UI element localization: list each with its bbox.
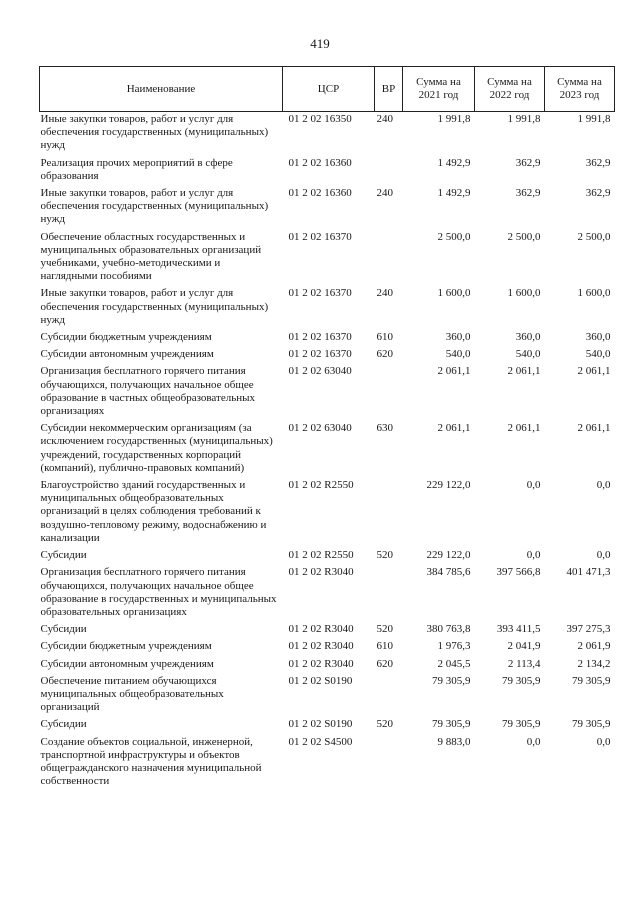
row-csr: 01 2 02 16360 [288,187,352,200]
row-sum-2023: 1 600,0 [577,287,611,300]
table-row [40,364,615,421]
row-csr: 01 2 02 R2550 [288,479,354,492]
row-sum-2021: 229 122,0 [426,549,471,562]
table-header-row [40,67,615,112]
row-sum-2021: 384 785,6 [426,566,471,579]
row-sum-2023: 540,0 [585,348,611,361]
row-vr: 610 [376,640,393,653]
table-row [40,622,615,639]
header-name: Наименование [40,67,283,112]
row-sum-2022: 393 411,5 [496,623,541,636]
row-csr: 01 2 02 63040 [288,365,352,378]
row-name: Субсидии [40,718,87,731]
table-row [40,674,615,718]
row-sum-2022: 2 500,0 [507,230,541,243]
row-sum-2023: 401 471,3 [566,566,611,579]
row-sum-2023: 2 061,1 [577,365,611,378]
row-sum-2022: 360,0 [515,331,541,344]
row-csr: 01 2 02 R3040 [288,657,354,670]
row-sum-2022: 0,0 [526,479,541,492]
row-sum-2022: 540,0 [515,348,541,361]
header-sum-2023: Сумма на 2023 год [545,67,615,112]
row-sum-2022: 2 041,9 [507,640,541,653]
row-sum-2021: 2 500,0 [437,230,471,243]
row-sum-2021: 360,0 [445,331,471,344]
table-row [40,156,615,186]
row-sum-2021: 1 976,3 [437,640,471,653]
table-row [40,286,615,330]
row-sum-2023: 397 275,3 [566,623,611,636]
row-sum-2021: 9 883,0 [437,735,471,748]
row-vr [375,735,403,792]
row-name: Субсидии бюджетным учреждениям [40,331,212,344]
table-row [40,639,615,656]
row-csr: 01 2 02 R3040 [288,566,354,579]
row-sum-2023: 79 305,9 [572,718,611,731]
row-csr: 01 2 02 16370 [288,331,352,344]
row-csr: 01 2 02 16360 [288,156,352,169]
row-csr: 01 2 02 16370 [288,348,352,361]
table-row [40,421,615,478]
table-row [40,657,615,674]
header-csr: ЦСР [283,67,375,112]
row-vr [375,565,403,622]
row-name: Обеспечение питанием обучающихся муниципальных общеобразовательных организаций [40,674,224,714]
table-row [40,717,615,734]
row-sum-2023: 2 061,9 [577,640,611,653]
row-sum-2023: 2 061,1 [577,422,611,435]
row-sum-2021: 229 122,0 [426,479,471,492]
table-row [40,186,615,230]
row-name: Субсидии автономным учреждениям [40,657,214,670]
table-row [40,347,615,364]
row-sum-2022: 397 566,8 [496,566,541,579]
row-csr: 01 2 02 S0190 [288,674,353,687]
row-sum-2021: 2 045,5 [437,657,471,670]
row-vr: 520 [376,623,393,636]
table-row [40,548,615,565]
row-name: Благоустройство зданий государственных и муниципальных общеобразовательных организаций в целях соблюдения требований к воздушно-тепловому режиму, водоснабжению и канализации [40,479,267,544]
row-name: Субсидии [40,623,87,636]
row-sum-2022: 0,0 [526,735,541,748]
row-vr [375,230,403,287]
row-sum-2021: 1 600,0 [437,287,471,300]
row-name: Субсидии бюджетным учреждениям [40,640,212,653]
row-vr: 240 [376,187,393,200]
header-sum-2021: Сумма на 2021 год [403,67,475,112]
row-name: Иные закупки товаров, работ и услуг для обеспечения государственных (муниципальных) нужд [40,287,269,326]
row-vr: 620 [376,348,393,361]
row-sum-2023: 2 134,2 [577,657,611,670]
row-sum-2023: 362,9 [585,156,611,169]
table-row [40,478,615,548]
row-name: Субсидии некоммерческим организациям (за исключением государственных (муниципальных) учреждений, государственных корпораций (компаний), публично-правовых компаний) [40,422,273,474]
row-vr: 240 [376,287,393,300]
row-vr: 620 [376,657,393,670]
row-name: Субсидии автономным учреждениям [40,348,214,361]
row-sum-2022: 362,9 [515,187,541,200]
table-row [40,735,615,792]
row-sum-2021: 2 061,1 [437,365,471,378]
row-csr: 01 2 02 S0190 [288,718,353,731]
row-vr [375,156,403,186]
row-sum-2022: 79 305,9 [502,718,541,731]
row-sum-2023: 0,0 [596,735,611,748]
row-csr: 01 2 02 R3040 [288,640,354,653]
row-csr: 01 2 02 16370 [288,230,352,243]
row-name: Иные закупки товаров, работ и услуг для обеспечения государственных (муниципальных) нужд [40,187,269,226]
row-sum-2023: 360,0 [585,331,611,344]
table-row [40,565,615,622]
row-sum-2022: 1 991,8 [507,113,541,125]
row-sum-2022: 362,9 [515,156,541,169]
header-sum-2022: Сумма на 2022 год [475,67,545,112]
page-number: 419 [310,36,330,51]
row-sum-2021: 79 305,9 [432,718,471,731]
row-name: Иные закупки товаров, работ и услуг для обеспечения государственных (муниципальных) нужд [40,113,269,152]
row-sum-2023: 362,9 [585,187,611,200]
row-name: Реализация прочих мероприятий в сфере образования [40,156,233,182]
row-name: Обеспечение областных государственных и муниципальных образовательных организаций учебниками, учебно-методическими и наглядными пособиями [40,230,262,283]
header-vr: ВР [375,67,403,112]
row-vr: 520 [376,718,393,731]
row-sum-2021: 540,0 [445,348,471,361]
row-sum-2021: 2 061,1 [437,422,471,435]
row-vr [375,674,403,718]
row-vr: 610 [376,331,393,344]
row-vr: 520 [376,549,393,562]
row-sum-2022: 2 061,1 [507,365,541,378]
row-name: Создание объектов социальной, инженерной, транспортной инфраструктуры и объектов общегражданского назначения муниципальной собственности [40,735,262,788]
row-sum-2022: 79 305,9 [502,674,541,687]
row-vr: 630 [376,422,393,435]
row-sum-2022: 2 061,1 [507,422,541,435]
table-row [40,112,615,156]
row-csr: 01 2 02 R2550 [288,549,354,562]
row-name: Организация бесплатного горячего питания обучающихся, получающих начальное общее образование в государственных и муниципальных образовательных организациях [40,566,277,618]
row-sum-2021: 1 991,8 [437,113,471,125]
row-sum-2023: 1 991,8 [577,113,611,125]
row-sum-2022: 2 113,4 [507,657,541,670]
row-sum-2022: 0,0 [526,549,541,562]
row-sum-2023: 0,0 [596,549,611,562]
row-csr: 01 2 02 63040 [288,422,352,435]
row-sum-2021: 1 492,9 [437,187,471,200]
budget-table [39,66,615,791]
row-sum-2023: 0,0 [596,479,611,492]
row-csr: 01 2 02 16350 [288,113,352,125]
row-vr [375,364,403,421]
row-sum-2021: 1 492,9 [437,156,471,169]
row-name: Субсидии [40,549,87,562]
row-csr: 01 2 02 S4500 [288,735,353,748]
table-row [40,330,615,347]
table-row [40,230,615,287]
row-vr [375,478,403,548]
row-name: Организация бесплатного горячего питания обучающихся, получающих начальное общее образование в частных общеобразовательных организациях [40,365,255,418]
row-sum-2022: 1 600,0 [507,287,541,300]
row-csr: 01 2 02 R3040 [288,623,354,636]
row-sum-2023: 79 305,9 [572,674,611,687]
row-vr: 240 [376,113,393,125]
row-sum-2023: 2 500,0 [577,230,611,243]
row-csr: 01 2 02 16370 [288,287,352,300]
row-sum-2021: 380 763,8 [426,623,471,636]
row-sum-2021: 79 305,9 [432,674,471,687]
